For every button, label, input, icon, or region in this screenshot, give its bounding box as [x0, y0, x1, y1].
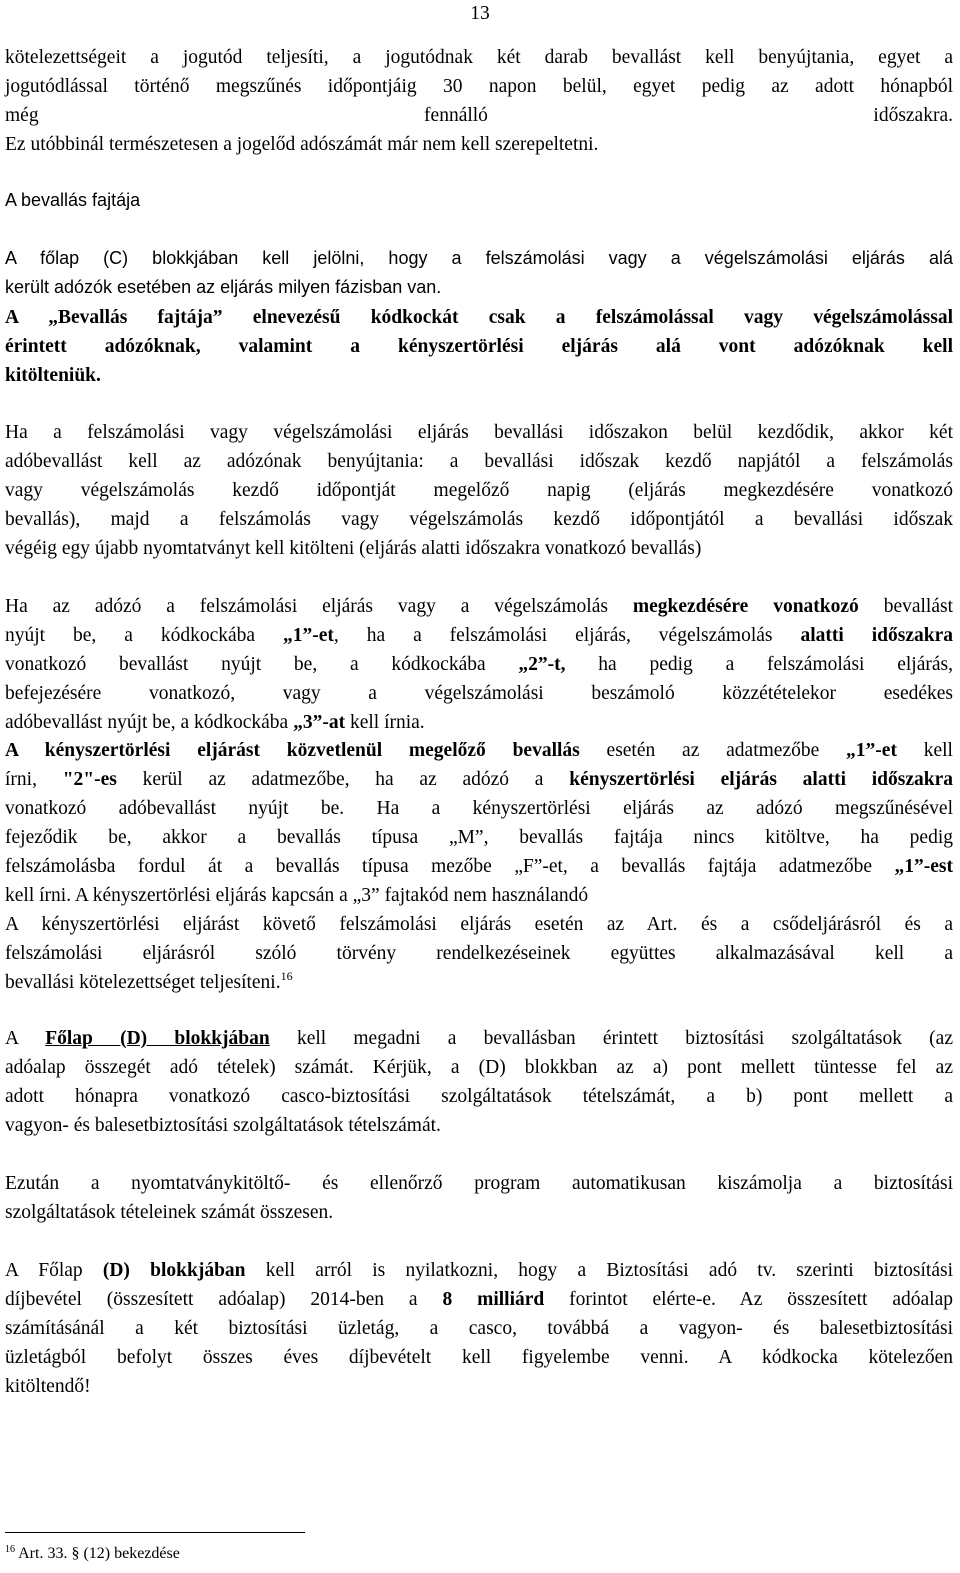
footnote-number: 16: [5, 1544, 15, 1555]
paragraph-folap-c: A főlap (C) blokkjában kell jelölni, hogy a felszámolási vagy a végelszámolási eljárás alá került adózók esetében az eljárás milyen fázisban van.: [5, 248, 953, 297]
paragraph-program: Ezután a nyomtatványkitöltő- és ellenőrző program automatikusan kiszámolja a biztosítási szolgáltatások tételeinek számát összesen.: [5, 1173, 953, 1223]
paragraph-jogutod: kötelezettségeit a jogutód teljesíti, a jogutódnak két darab bevallást kell benyújtania, egyet a jogutódlással történő megszűnés időpontjáig 30 napon belül, egyet pedig az adott hónapból még fennálló időszakra. Ez utóbbinál természetesen a jogelőd adószámát már nem kell szerepeltetni.: [5, 47, 953, 155]
paragraph-dijbevetel: A Főlap (D) blokkjában kell arról is nyilatkozni, hogy a Biztosítási adó tv. szerinti biztosítási díjbevétel (összesített adóalap) 2014-ben a 8 milliárd forintot elérte-e. Az összesített adóalap számításánál a két biztosítási üzletág, a casco, továbbá a vagyon- és balesetbiztosítási üzletágból befolyt összes éves díjbevételt kell figyelembe venni. A kódkocka kötelezően kitöltendő!: [5, 1260, 953, 1397]
paragraph-folap-d: A Főlap (D) blokkjában kell megadni a bevallásban érintett biztosítási szolgáltatások (az adóalap összegét adó tételek) számát. Kérjük, a (D) blokkban az a) pont mellett tüntesse fel az adott hónapra vonatkozó casco-biztosítási szolgáltatások tételszámát, a b) pont mellett a vagyon- és balesetbiztosítási szolgáltatások tételszámát.: [5, 1028, 953, 1136]
footnote-text: Art. 33. § (12) bekezdése: [15, 1545, 180, 1562]
page-number: 13: [470, 3, 490, 24]
paragraph-felszamolasi-eljaras: A kényszertörlési eljárást követő felszámolási eljárás esetén az Art. és a csődeljárásról és a felszámolási eljárásról szóló törvény rendelkezéseinek együttes alkalmazásával kell a bevallási kötelezettséget teljesíteni.$^{16}$: [5, 914, 953, 993]
paragraph-bevallas-fajtaja-bold: A „Bevallás fajtája” elnevezésű kódkockát csak a felszámolással vagy végelszámolással érintett adózóknak, valamint a kényszertörlési eljárás alá vont adózóknak kell kitölteniük.: [5, 307, 953, 386]
footnote-reference: 16: [280, 969, 293, 983]
footnote-separator: [5, 1532, 305, 1533]
section-heading: A bevallás fajtája: [5, 190, 141, 210]
footnote: [5, 1543, 180, 1565]
paragraph-kenyszertorles: A kényszertörlési eljárást közvetlenül megelőző bevallás esetén az adatmezőbe „1”-et kell írni, "2"-es kerül az adatmezőbe, ha az adózó a kényszertörlési eljárás alatti időszakra vonatkozó adóbevallást nyújt be. Ha a kényszertörlési eljárás az adózó megszűnésével fejeződik be, akkor a bevallás típusa „M”, bevallás fajtája nincs kitöltve, ha pedig felszámolásba fordul át a bevallás típusa mezőbe „F”-et, a bevallás fajtája adatmezőbe „1”-est kell írni. A kényszertörlési eljárás kapcsán a „3” fajtakód nem használandó: [5, 740, 954, 906]
paragraph-kodkocka: Ha az adózó a felszámolási eljárás vagy a végelszámolás megkezdésére vonatkozó bevallást nyújt be, a kódkockába „1”-et, ha a felszámolási eljárás, végelszámolás alatti időszakra vonatkozó bevallást nyújt be, a kódkockába „2”-t, ha pedig a felszámolási eljárás, befejezésére vonatkozó, vagy a végelszámolási beszámoló közzétételekor esedékes adóbevallást nyújt be, a kódkockába „3”-at kell írnia.: [5, 596, 954, 733]
paragraph-ket-adobevallas: Ha a felszámolási vagy végelszámolási eljárás bevallási időszakon belül kezdődik, akkor két adóbevallást kell az adózónak benyújtania: a bevallási időszak kezdő napjától a felszámolás vagy végelszámolás kezdő időpontját megelőző napig (eljárás megkezdésére vonatkozó bevallás), majd a felszámolás vagy végelszámolás kezdő időpontjától a bevallási időszak végéig egy újabb nyomtatványt kell kitölteni (eljárás alatti időszakra vonatkozó bevallás): [5, 422, 953, 559]
